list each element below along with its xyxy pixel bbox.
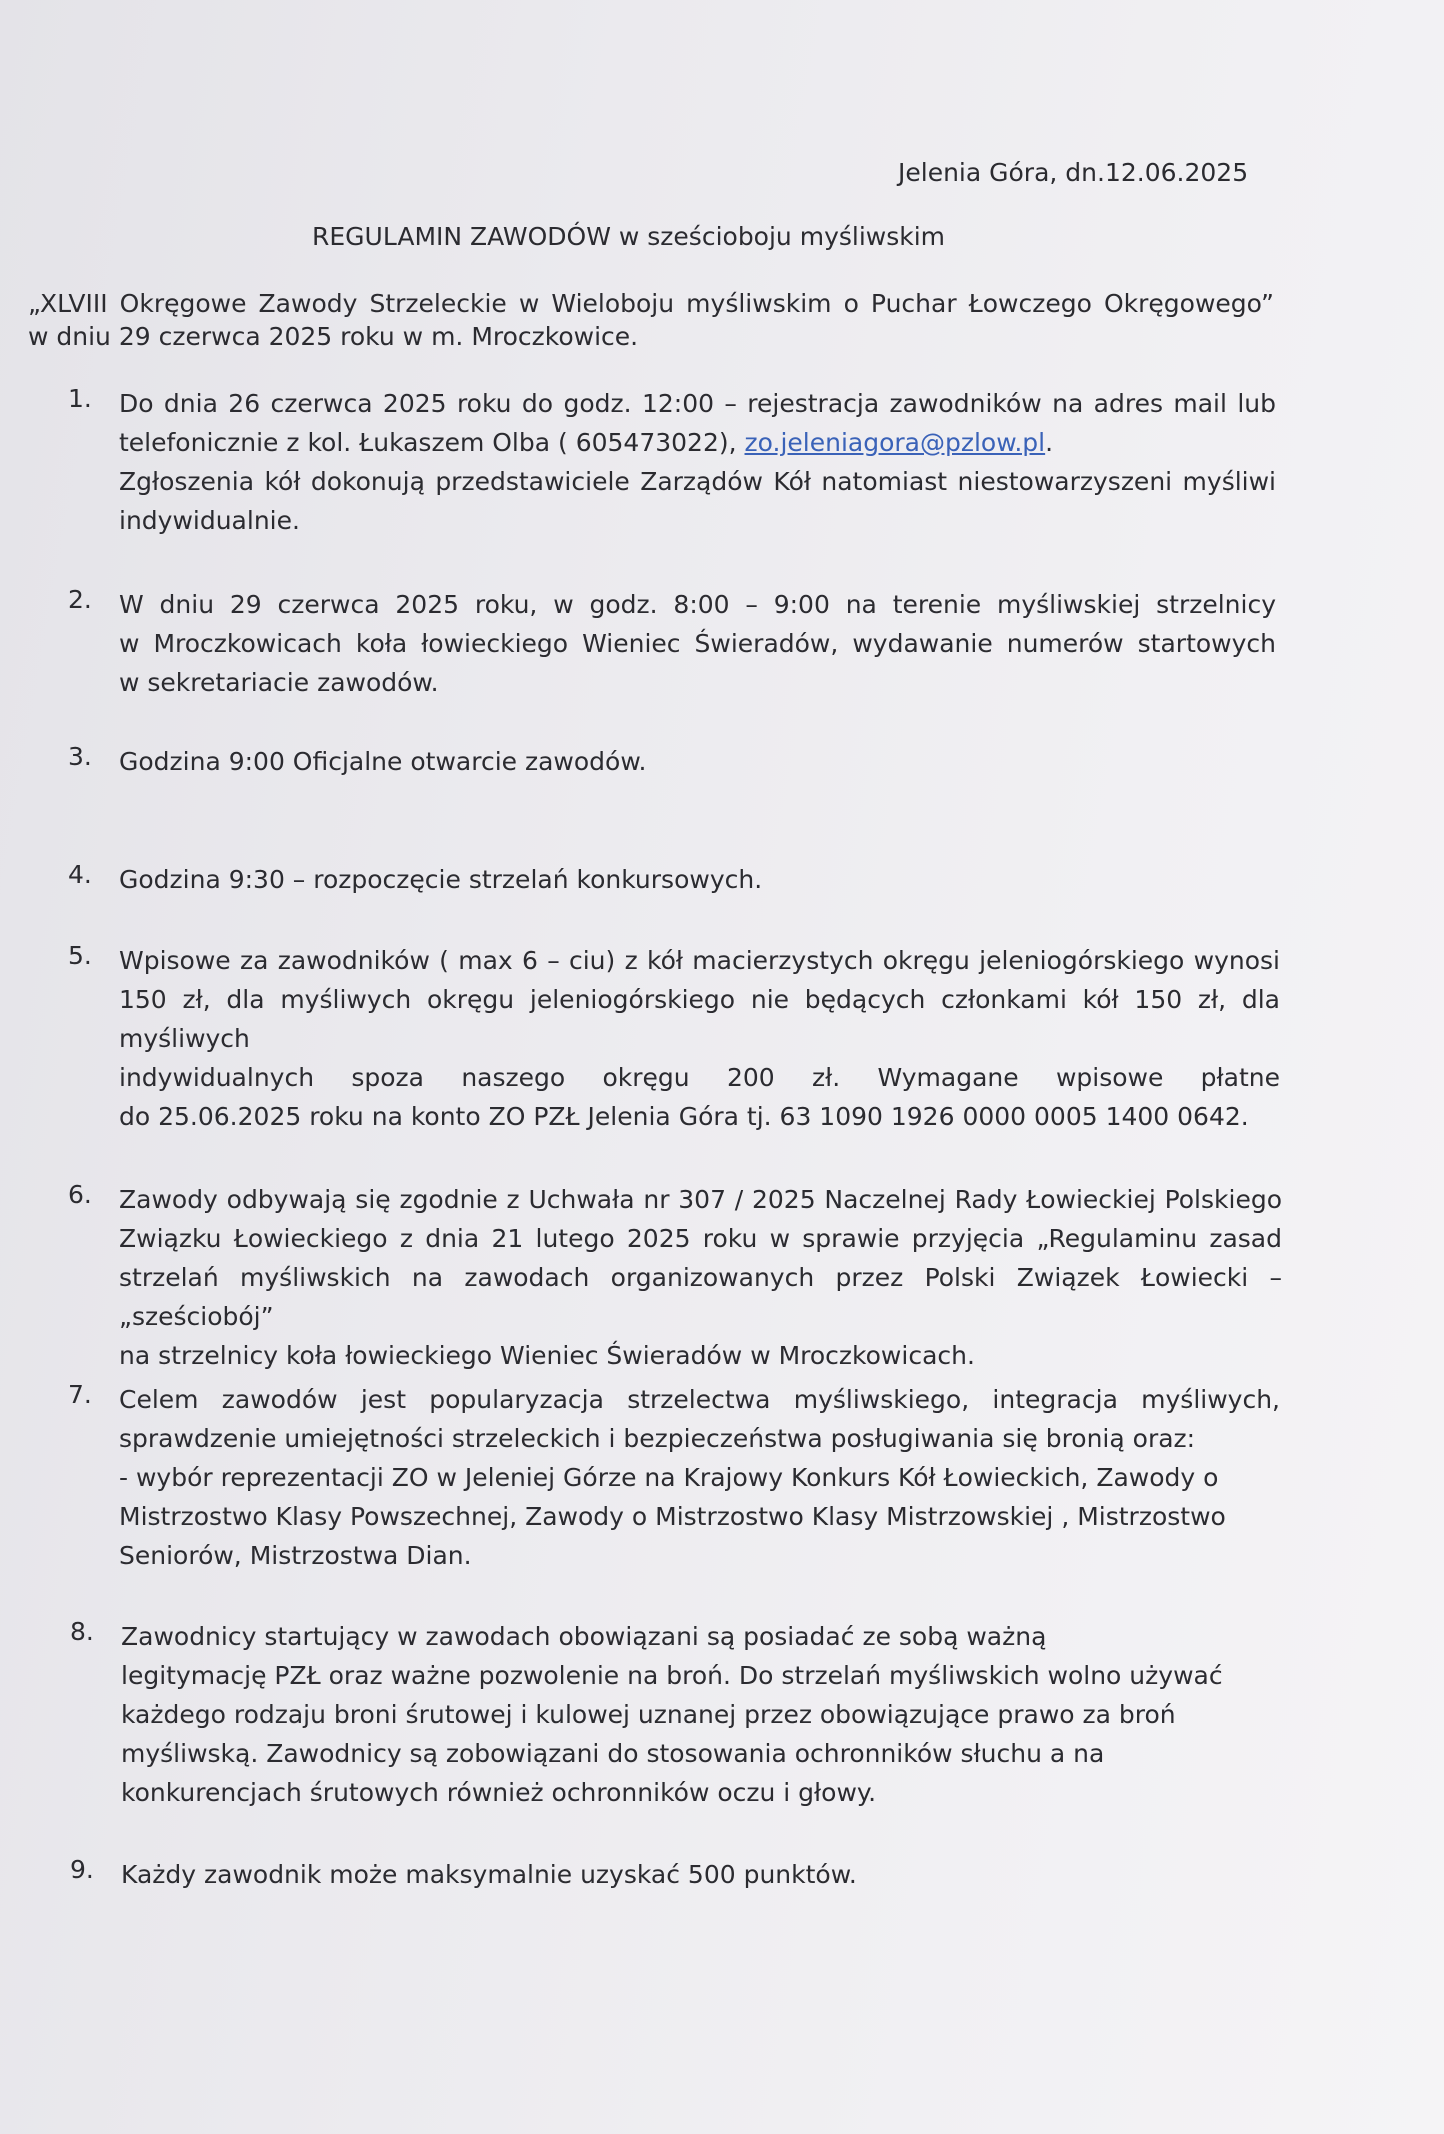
- item-line: Związku Łowieckiego z dnia 21 lutego 2025 roku w sprawie przyjęcia „Regulaminu zasad: [119, 1224, 1282, 1253]
- list-item-8: [121, 1617, 1282, 1812]
- item-line: strzelań myśliwskich na zawodach organizowanych przez Polski Związek Łowiecki – „sześciobój”: [119, 1263, 1282, 1331]
- item-number: 9.: [70, 1855, 94, 1884]
- item-line: [119, 423, 1276, 462]
- list-item-3: [119, 742, 1276, 781]
- item-line: indywidualnych spoza naszego okręgu 200 zł. Wymagane wpisowe płatne: [119, 1063, 1280, 1092]
- document-date: Jelenia Góra, dn.12.06.2025: [898, 158, 1249, 187]
- item-line: sprawdzenie umiejętności strzeleckich i bezpieczeństwa posługiwania się bronią oraz:: [119, 1424, 1196, 1453]
- item-line: Godzina 9:00 Oficjalne otwarcie zawodów.: [119, 747, 647, 776]
- competition-date-place: w dniu 29 czerwca 2025 roku w m. Mroczkowice.: [28, 322, 639, 351]
- list-item-2: [119, 585, 1276, 702]
- item-line: Wpisowe za zawodników ( max 6 – ciu) z kół macierzystych okręgu jeleniogórskiego wynosi: [119, 946, 1280, 975]
- item-number: 8.: [70, 1617, 94, 1646]
- item-line: w Mroczkowicach koła łowieckiego Wieniec Świeradów, wydawanie numerów startowych: [119, 629, 1276, 658]
- item-line: Seniorów, Mistrzostwa Dian.: [119, 1541, 472, 1570]
- item-line: legitymację PZŁ oraz ważne pozwolenie na broń. Do strzelań myśliwskich wolno używać: [121, 1661, 1223, 1690]
- document-title: REGULAMIN ZAWODÓW w sześcioboju myśliwskim: [312, 222, 946, 251]
- item-line: Zawody odbywają się zgodnie z Uchwała nr 307 / 2025 Naczelnej Rady Łowieckiej Polskiego: [119, 1185, 1282, 1214]
- list-item-7: [119, 1380, 1280, 1575]
- item-line: Każdy zawodnik może maksymalnie uzyskać 500 punktów.: [121, 1860, 857, 1889]
- list-item-1: [119, 384, 1276, 540]
- item-line-text: .: [1045, 428, 1054, 457]
- item-line: indywidualnie.: [119, 506, 300, 535]
- item-line: Do dnia 26 czerwca 2025 roku do godz. 12:00 – rejestracja zawodników na adres mail lub: [119, 389, 1276, 418]
- list-item-5: [119, 941, 1280, 1136]
- item-number: 7.: [68, 1380, 92, 1409]
- item-line: W dniu 29 czerwca 2025 roku, w godz. 8:00 – 9:00 na terenie myśliwskiej strzelnicy: [119, 590, 1276, 619]
- item-number: 3.: [68, 742, 92, 771]
- item-line: każdego rodzaju broni śrutowej i kulowej uznanej przez obowiązujące prawo za broń: [121, 1700, 1176, 1729]
- item-line: - wybór reprezentacji ZO w Jeleniej Górze na Krajowy Konkurs Kół Łowieckich, Zawody o: [119, 1463, 1219, 1492]
- item-number: 6.: [68, 1180, 92, 1209]
- item-line-text: telefonicznie z kol. Łukaszem Olba ( 605473022),: [119, 428, 745, 457]
- item-line: w sekretariacie zawodów.: [119, 668, 439, 697]
- item-number: 1.: [68, 384, 92, 413]
- competition-name: „XLVIII Okręgowe Zawody Strzeleckie w Wieloboju myśliwskim o Puchar Łowczego Okręgowego”: [28, 289, 1274, 318]
- item-line: myśliwską. Zawodnicy są zobowiązani do stosowania ochronników słuchu a na: [121, 1739, 1105, 1768]
- item-number: 5.: [68, 941, 92, 970]
- list-item-4: [119, 860, 1276, 899]
- item-line: do 25.06.2025 roku na konto ZO PZŁ Jelenia Góra tj. 63 1090 1926 0000 0005 1400 0642.: [119, 1102, 1249, 1131]
- item-line: na strzelnicy koła łowieckiego Wieniec Świeradów w Mroczkowicach.: [119, 1341, 975, 1370]
- item-number: 4.: [68, 860, 92, 889]
- item-line: Zgłoszenia kół dokonują przedstawiciele Zarządów Kół natomiast niestowarzyszeni myśliwi: [119, 467, 1276, 496]
- item-line: konkurencjach śrutowych również ochronników oczu i głowy.: [121, 1778, 877, 1807]
- item-number: 2.: [68, 585, 92, 614]
- list-item-9: [121, 1855, 1282, 1894]
- item-line: 150 zł, dla myśliwych okręgu jeleniogórskiego nie będących członkami kół 150 zł, dla myśliwych: [119, 985, 1280, 1053]
- item-line: Celem zawodów jest popularyzacja strzelectwa myśliwskiego, integracja myśliwych,: [119, 1385, 1280, 1414]
- item-line: Mistrzostwo Klasy Powszechnej, Zawody o Mistrzostwo Klasy Mistrzowskiej , Mistrzostwo: [119, 1502, 1226, 1531]
- email-link[interactable]: zo.jeleniagora@pzlow.pl: [744, 428, 1046, 457]
- item-line: Zawodnicy startujący w zawodach obowiązani są posiadać ze sobą ważną: [121, 1622, 1047, 1651]
- list-item-6: [119, 1180, 1282, 1375]
- item-line: Godzina 9:30 – rozpoczęcie strzelań konkursowych.: [119, 865, 763, 894]
